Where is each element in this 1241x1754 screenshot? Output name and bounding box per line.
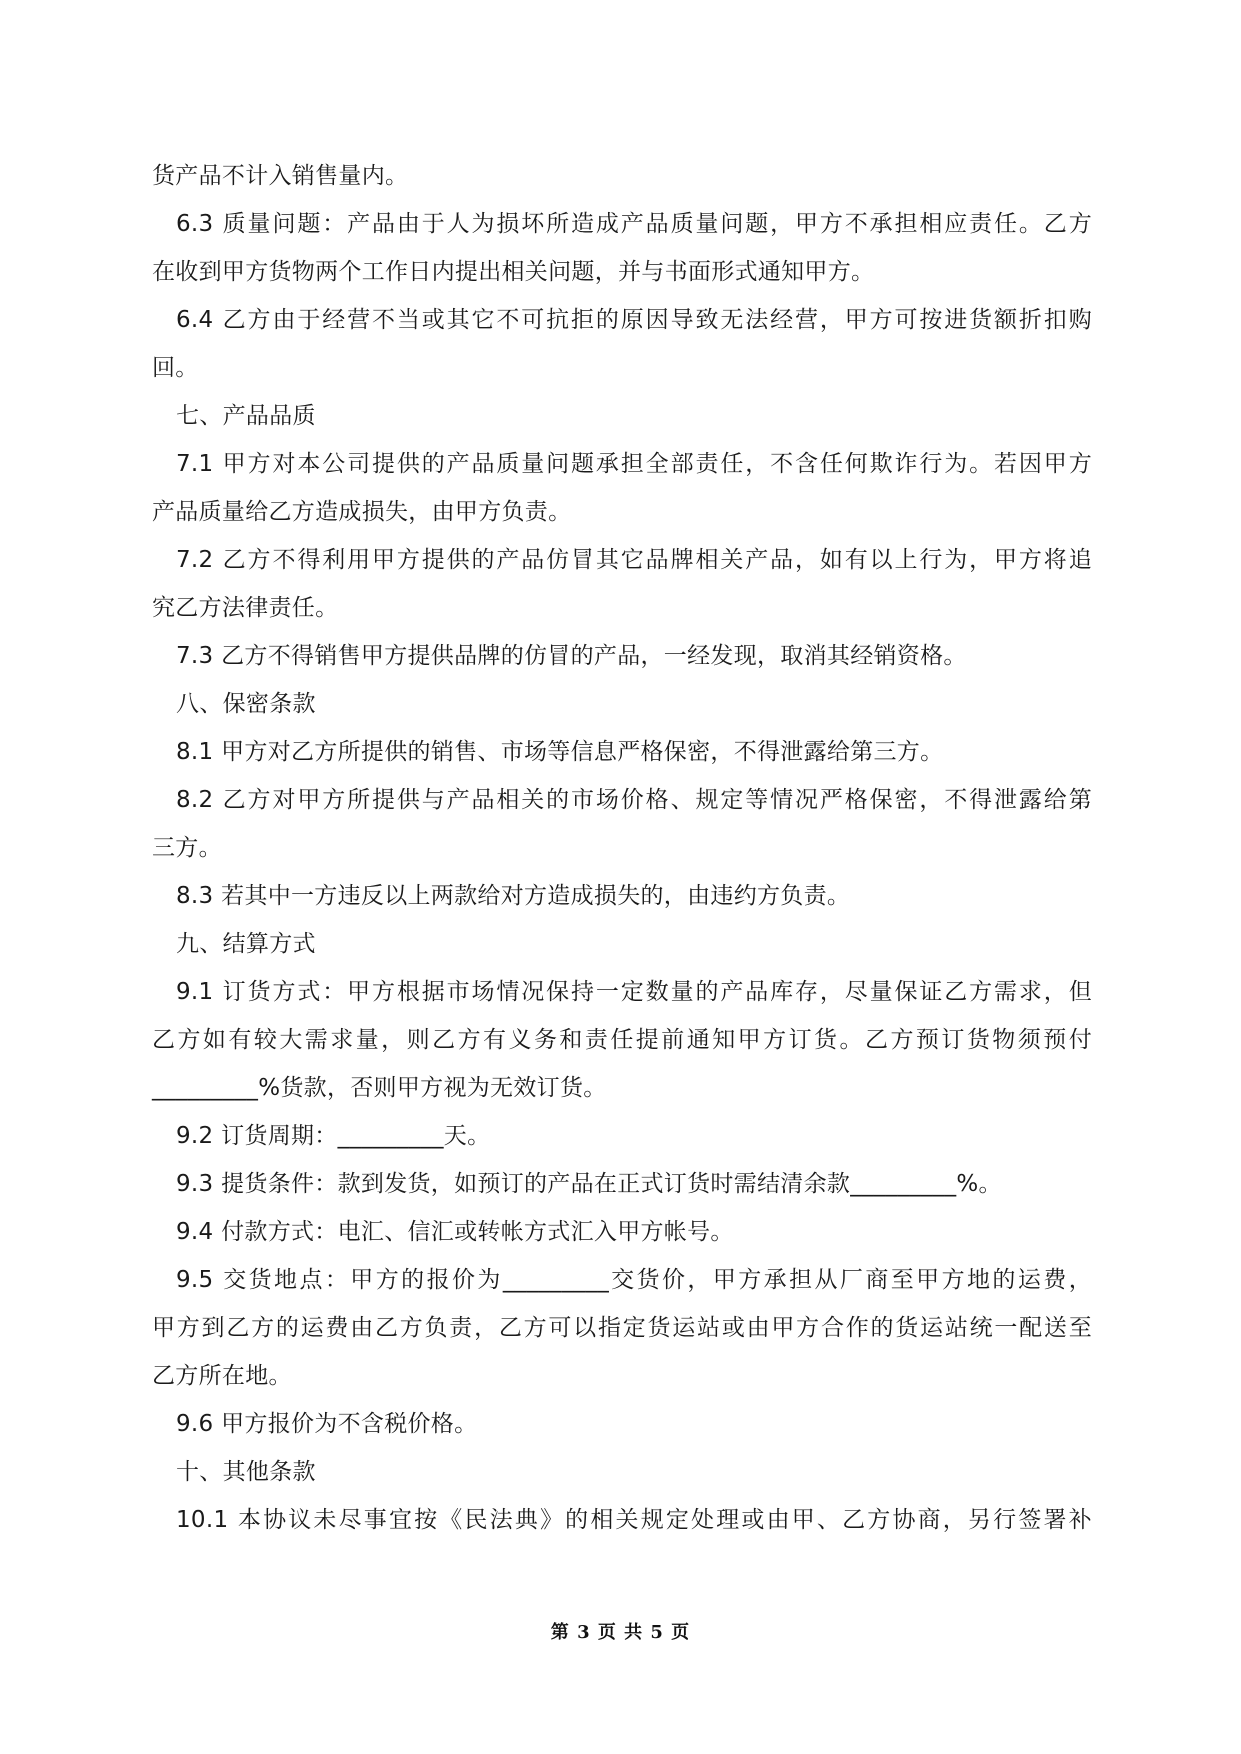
text-line: 货产品不计入销售量内。 [152,163,409,189]
document-body [152,152,1092,1544]
text-line: 9.5 交货地点：甲方的报价为_________交货价，甲方承担从厂商至甲方地的运费， [176,1267,1092,1293]
text-line: 十、其他条款 [176,1459,316,1485]
text-line: 在收到甲方货物两个工作日内提出相关问题，并与书面形式通知甲方。 [152,259,875,285]
text-line: 9.4 付款方式：电汇、信汇或转帐方式汇入甲方帐号。 [176,1219,734,1245]
text-line: 8.1 甲方对乙方所提供的销售、市场等信息严格保密，不得泄露给第三方。 [176,739,944,765]
text-line: 九、结算方式 [176,931,316,957]
text-line: 6.4 乙方由于经营不当或其它不可抗拒的原因导致无法经营，甲方可按进货额折扣购 [176,307,1092,333]
text-line: 10.1 本协议未尽事宜按《民法典》的相关规定处理或由甲、乙方协商，另行签署补 [176,1507,1092,1533]
text-line: 9.2 订货周期：_________天。 [176,1123,491,1149]
text-line: 七、产品品质 [176,403,316,429]
page-footer: 第 3 页 共 5 页 [550,1622,691,1643]
text-line: 三方。 [152,835,222,861]
text-line: 8.2 乙方对甲方所提供与产品相关的市场价格、规定等情况严格保密，不得泄露给第 [176,787,1092,813]
text-line: 八、保密条款 [176,691,316,717]
text-line: 6.3 质量问题：产品由于人为损坏所造成产品质量问题，甲方不承担相应责任。乙方 [176,211,1092,237]
text-line: 8.3 若其中一方违反以上两款给对方造成损失的，由违约方负责。 [176,883,851,909]
text-line: _________%货款，否则甲方视为无效订货。 [152,1075,607,1101]
text-line: 9.6 甲方报价为不含税价格。 [176,1411,478,1437]
text-line: 9.3 提货条件：款到发货，如预订的产品在正式订货时需结清余款_________%。 [176,1171,1002,1197]
text-line: 究乙方法律责任。 [152,595,339,621]
text-line: 9.1 订货方式：甲方根据市场情况保持一定数量的产品库存，尽量保证乙方需求，但 [176,979,1092,1005]
text-line: 乙方如有较大需求量，则乙方有义务和责任提前通知甲方订货。乙方预订货物须预付 [152,1027,1092,1053]
text-line: 7.2 乙方不得利用甲方提供的产品仿冒其它品牌相关产品，如有以上行为，甲方将追 [176,547,1092,573]
text-line: 产品质量给乙方造成损失，由甲方负责。 [152,499,572,525]
text-line: 乙方所在地。 [152,1363,292,1389]
text-line: 7.3 乙方不得销售甲方提供品牌的仿冒的产品，一经发现，取消其经销资格。 [176,643,967,669]
text-line: 甲方到乙方的运费由乙方负责，乙方可以指定货运站或由甲方合作的货运站统一配送至 [152,1315,1092,1341]
text-line: 回。 [152,355,199,381]
text-line: 7.1 甲方对本公司提供的产品质量问题承担全部责任，不含任何欺诈行为。若因甲方 [176,451,1092,477]
